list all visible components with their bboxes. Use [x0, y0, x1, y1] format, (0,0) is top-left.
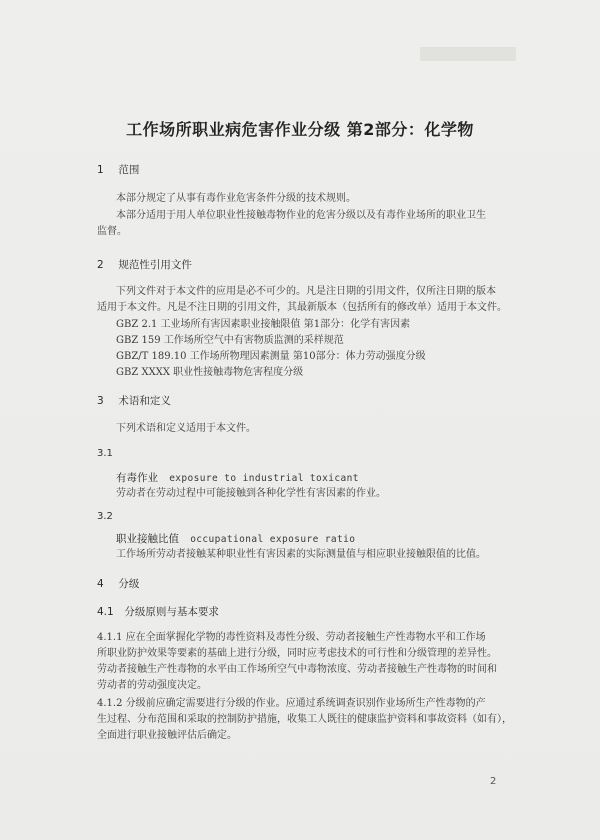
header-stamp	[420, 47, 516, 61]
paragraph: 所职业防护效果等要素的基础上进行分级，同时应考虑技术的可行性和分级管理的差异性。	[97, 648, 497, 659]
paragraph: 本部分规定了从事有毒作业危害条件分级的技术规则。	[116, 193, 356, 204]
term-number: 3.1	[97, 448, 113, 459]
term-english: occupational exposure ratio	[190, 534, 356, 545]
paragraph: 适用于本文件。凡是不注日期的引用文件，其最新版本（包括所有的修改单）适用于本文件。	[97, 302, 507, 313]
term-entry	[116, 531, 355, 548]
reference-item: GBZ/T 189.10 工作场所物理因素测量 第10部分：体力劳动强度分级	[116, 351, 426, 362]
term-name: 职业接触比值	[116, 533, 179, 545]
reference-item: GBZ 159 工作场所空气中有害物质监测的采样规范	[116, 335, 344, 346]
term-number: 3.2	[97, 511, 113, 522]
paragraph: 生过程、分布范围和采取的控制防护措施，收集工人既往的健康监护资料和事故资料（如有），	[97, 714, 512, 725]
paragraph: 下列文件对于本文件的应用是必不可少的。凡是注日期的引用文件，仅所注日期的版本	[116, 286, 496, 297]
reference-item: GBZ XXXX 职业性接触毒物危害程度分级	[116, 367, 304, 378]
paragraph: 4.1.1 应在全面掌握化学物的毒性资料及毒性分级、劳动者接触生产性毒物水平和工作场	[97, 632, 486, 643]
section-1-heading	[97, 162, 139, 177]
section-title: 规范性引用文件	[118, 259, 192, 271]
reference-item: GBZ 2.1 工业场所有害因素职业接触限值 第1部分：化学有害因素	[116, 319, 411, 330]
term-entry	[116, 470, 359, 487]
page-number: 2	[490, 776, 497, 787]
paragraph: 4.1.2 分级前应确定需要进行分级的作业。应通过系统调查识别作业场所生产性毒物的产	[97, 698, 486, 709]
paragraph: 本部分适用于用人单位职业性接触毒物作业的危害分级以及有毒作业场所的职业卫生	[116, 210, 486, 221]
section-number: 3	[97, 395, 104, 407]
term-definition: 劳动者在劳动过程中可能接触到各种化学性有害因素的作业。	[116, 488, 386, 499]
section-number: 4	[97, 578, 104, 590]
section-number: 1	[97, 164, 104, 176]
paragraph: 监督。	[97, 226, 127, 237]
section-title: 术语和定义	[118, 395, 171, 407]
paragraph: 下列术语和定义适用于本文件。	[116, 423, 256, 434]
term-definition: 工作场所劳动者接触某种职业性有害因素的实际测量值与相应职业接触限值的比值。	[116, 549, 486, 560]
section-2-heading	[97, 257, 192, 272]
section-title: 范围	[118, 164, 140, 176]
subsection-title: 分级原则与基本要求	[124, 606, 219, 618]
section-number: 2	[97, 259, 104, 271]
paragraph: 劳动者接触生产性毒物的水平由工作场所空气中毒物浓度、劳动者接触生产性毒物的时间和	[97, 664, 497, 675]
term-name: 有毒作业	[116, 472, 158, 484]
term-english: exposure to industrial toxicant	[169, 473, 359, 484]
subsection-number: 4.1	[97, 606, 114, 618]
section-title: 分级	[118, 578, 140, 590]
section-3-heading	[97, 393, 171, 408]
subsection-4-1-heading	[97, 604, 219, 619]
paragraph: 劳动者的劳动强度决定。	[97, 680, 207, 691]
section-4-heading	[97, 576, 139, 591]
paragraph: 全面进行职业接触评估后确定。	[97, 730, 237, 741]
page-title: 工作场所职业病危害作业分级 第2部分：化学物	[126, 120, 474, 139]
